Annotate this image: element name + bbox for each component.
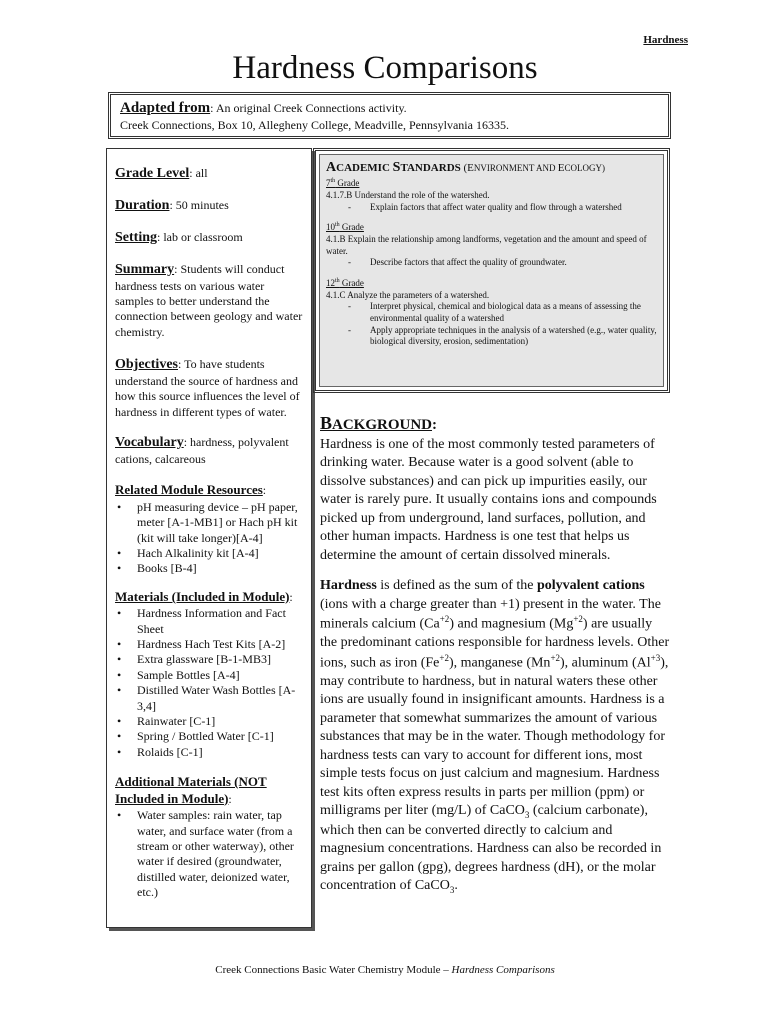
summary-label: Summary bbox=[115, 261, 175, 277]
related-resources-label: Related Module Resources bbox=[115, 482, 263, 498]
list-item: • Hach Alkalinity kit [A-4] bbox=[115, 546, 303, 561]
grade-7-heading: 7th Grade bbox=[326, 178, 360, 189]
setting bbox=[115, 229, 303, 247]
additional-materials-label: Additional Materials (NOT Included in Module) bbox=[115, 773, 267, 806]
adapted-from-label: Adapted from bbox=[120, 100, 211, 116]
grade-level bbox=[115, 165, 303, 183]
background-paragraph-2: Hardness is defined as the sum of the polyvalent cations (ions with a charge greater than +1) present in the water. The minerals calcium $(Ca^{+2})$ and magnesium $(Mg^{+2})$ are usually the predominant cations responsible for hardness levels. Other ions, such as iron $(Fe^{+2})$, manganese $(Mn^{+2})$, aluminum $(Al^{+3})$, may contribute to hardness, but in natural waters these other ions are usually found in insignificant amounts. Hardness is a parameter that somewhat summarizes the amount of various substances that may be in the water. Though methodology for hardness tests can vary to account for different ions, most simple tests focus on just calcium and magnesium. Hardness test kits often express results in parts per million (ppm) or milligrams per liter (mg/L) of CaCO$_3$ (calcium carbonate), which then can be converted directly to calcium and magnesium concentrations. Hardness can also be recorded in grains per gallon (gpg), degrees hardness (dH), or the molar concentration of CaCO$_3$. bbox=[320, 578, 670, 895]
list-item: • Rainwater [C-1] bbox=[115, 714, 303, 729]
list-item: • Hardness Information and Fact Sheet bbox=[115, 606, 303, 637]
list-item: • Books [B-4] bbox=[115, 561, 303, 576]
list-item: • Sample Bottles [A-4] bbox=[115, 668, 303, 683]
list-item: • Extra glassware [B-1-MB3] bbox=[115, 652, 303, 667]
setting-value: : lab or classroom bbox=[157, 229, 243, 244]
materials-label: Materials (Included in Module) bbox=[115, 588, 290, 604]
grade-12-sub-2: - Apply appropriate techniques in the analysis of a watershed (e.g., water quality, biological diversity, erosion, sedimentation) bbox=[326, 325, 657, 348]
adapted-from-box bbox=[108, 92, 671, 139]
background-heading: BACKGROUND: bbox=[320, 413, 438, 433]
list-item: • Water samples: rain water, tap water, and surface water (from a stream or other waterway), other water if desired (groundwater, distilled water, deionized water, etc.) bbox=[115, 808, 303, 900]
additional-materials-list bbox=[115, 808, 303, 900]
academic-standards-box bbox=[313, 148, 670, 393]
additional-materials: Additional Materials (NOT Included in Module): • Water samples: rain water, tap water, and surface water (from a stream or other waterway), other water if desired (groundwater, distilled water, deionized water, etc.) bbox=[115, 774, 303, 900]
list-item: • Rolaids [C-1] bbox=[115, 745, 303, 760]
adapted-from-address: Creek Connections, Box 10, Allegheny College, Meadville, Pennsylvania 16335. bbox=[120, 118, 509, 132]
grade-7-sub: - Explain factors that affect water quality and flow through a watershed bbox=[326, 202, 657, 214]
duration-label: Duration bbox=[115, 197, 170, 213]
page-footer bbox=[0, 964, 770, 976]
list-item: • pH measuring device – pH paper, meter [A-1-MB1] or Hach pH kit (kit will take longer)[A-4] bbox=[115, 500, 303, 546]
grade-10-standard: 4.1.B Explain the relationship among landforms, vegetation and the amount and speed of water. bbox=[326, 233, 647, 256]
summary bbox=[115, 261, 303, 340]
grade-12-sub-1: - Interpret physical, chemical and biological data as a means of assessing the environmental quality of a watershed bbox=[326, 301, 657, 324]
objectives bbox=[115, 356, 303, 420]
vocabulary bbox=[115, 434, 303, 467]
duration bbox=[115, 197, 303, 215]
adapted-from-text: : An original Creek Connections activity. bbox=[210, 101, 407, 115]
summary-value: : Students will conduct hardness tests on various water samples to better understand the connection between geology and water chemistry. bbox=[115, 261, 303, 339]
materials: Materials (Included in Module): • Hardness Information and Fact Sheet • Hardness Hach Test Kits [A-2] • Extra glassware [B-1-MB3] • Sample Bottles [A-4] • Distilled Water Wash Bottles [A-3,4] • Rainwater [C-1] • Spring / Bottled Water [C-1] • Rolaids [C-1] bbox=[115, 589, 303, 760]
related-resources: Related Module Resources: • pH measuring device – pH paper, meter [A-1-MB1] or Hach pH kit (kit will take longer)[A-4] • Hach Alkalinity kit [A-4] • Books [B-4] bbox=[115, 482, 303, 576]
header-tag: Hardness bbox=[643, 34, 688, 46]
footer-title: Hardness Comparisons bbox=[451, 964, 555, 976]
objectives-value: : To have students understand the source of hardness and how this source influences the level of hardness in different types of water. bbox=[115, 357, 300, 419]
sidebar bbox=[106, 148, 312, 928]
grade-12-standard: 4.1.C Analyze the parameters of a watershed. bbox=[326, 289, 490, 300]
duration-value: : 50 minutes bbox=[169, 197, 229, 212]
page-title: Hardness Comparisons bbox=[232, 50, 538, 86]
grade-level-label: Grade Level bbox=[115, 166, 190, 181]
grade-10-heading: 10th Grade bbox=[326, 222, 364, 233]
related-resources-list bbox=[115, 500, 303, 577]
list-item: • Hardness Hach Test Kits [A-2] bbox=[115, 637, 303, 652]
vocabulary-value: : hardness, polyvalent cations, calcareous bbox=[115, 435, 289, 466]
grade-10-sub: - Describe factors that affect the quality of groundwater. bbox=[326, 257, 657, 269]
grade-level-value: : all bbox=[189, 166, 208, 180]
vocabulary-label: Vocabulary bbox=[115, 435, 184, 451]
list-item: • Spring / Bottled Water [C-1] bbox=[115, 729, 303, 744]
footer-text: Creek Connections Basic Water Chemistry Module – bbox=[215, 964, 452, 976]
grade-7-standard: 4.1.7.B Understand the role of the watershed. bbox=[326, 189, 490, 200]
background-paragraph-1: Hardness is one of the most commonly tested parameters of drinking water. Because water is a good solvent (able to dissolve substances) and can pick up impurities easily, our water is rarely pure. It usually contains ions and compounds picked up from underground, land surfaces, pollution, and other human impacts. Hardness is one test that helps us determine the amount of certain dissolved minerals. bbox=[320, 436, 657, 563]
standards-title: ACADEMIC STANDARDS (ENVIRONMENT AND ECOLOGY) bbox=[326, 160, 605, 175]
adapted-from-line bbox=[120, 100, 659, 117]
background-section bbox=[320, 412, 670, 909]
objectives-label: Objectives bbox=[115, 357, 178, 373]
grade-12-heading: 12th Grade bbox=[326, 278, 364, 288]
list-item: • Distilled Water Wash Bottles [A-3,4] bbox=[115, 683, 303, 714]
setting-label: Setting bbox=[115, 229, 157, 245]
materials-list bbox=[115, 606, 303, 760]
